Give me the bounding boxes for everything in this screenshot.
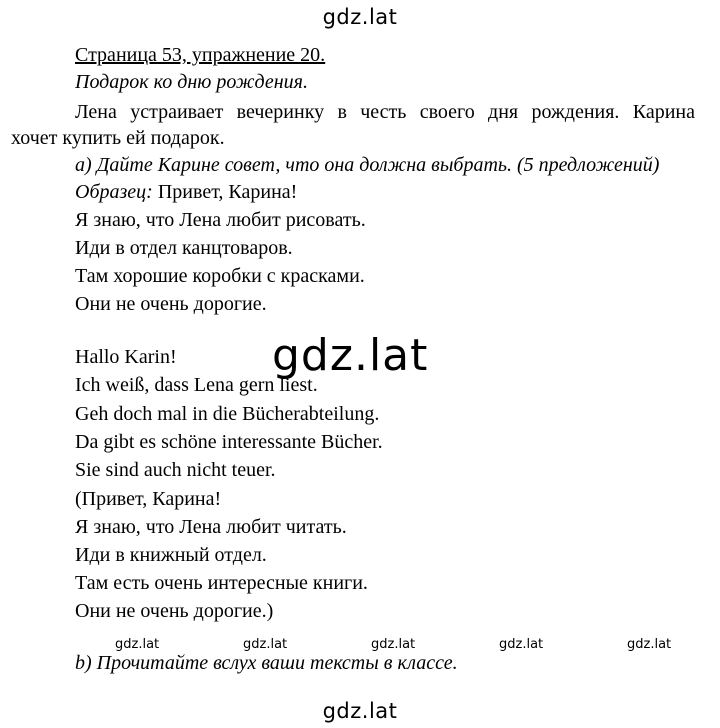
watermark-top: gdz.lat bbox=[322, 5, 398, 29]
answer-de-line: Geh doch mal in die Bücherabteilung. bbox=[75, 403, 380, 425]
answer-de-line: Hallo Karin! bbox=[75, 346, 177, 368]
intro-line-1: Лена устраивает вечеринку в честь своего дня рождения. Карина bbox=[75, 101, 695, 123]
answer-de-line: Sie sind auch nicht teuer. bbox=[75, 459, 276, 481]
sample-first-line bbox=[75, 179, 297, 205]
watermark-small: gdz.lat bbox=[243, 637, 288, 652]
answer-ru-line: (Привет, Карина! bbox=[75, 488, 222, 510]
answer-ru-line: Иди в книжный отдел. bbox=[75, 544, 267, 566]
sample-line: Я знаю, что Лена любит рисовать. bbox=[75, 209, 366, 231]
intro-line-2: хочет купить ей подарок. bbox=[11, 127, 225, 149]
watermark-small: gdz.lat bbox=[627, 637, 672, 652]
answer-ru-line: Там есть очень интересные книги. bbox=[75, 572, 368, 594]
watermark-center: gdz.lat bbox=[272, 330, 429, 381]
task-b: b) Прочитайте вслух ваши тексты в классе. bbox=[75, 652, 458, 674]
topic-title: Подарок ко дню рождения. bbox=[75, 71, 308, 93]
sample-line: Они не очень дорогие. bbox=[75, 293, 267, 315]
watermark-small: gdz.lat bbox=[371, 637, 416, 652]
answer-ru-line: Они не очень дорогие.) bbox=[75, 600, 274, 622]
answer-de-line: Ich weiß, dass Lena gern liest. bbox=[75, 374, 318, 396]
exercise-reference: Страница 53, упражнение 20. bbox=[75, 44, 326, 66]
sample-line: Иди в отдел канцтоваров. bbox=[75, 237, 293, 259]
sample-line: Там хорошие коробки с красками. bbox=[75, 265, 365, 287]
sample-label: Образец: bbox=[75, 181, 153, 203]
watermark-bottom: gdz.lat bbox=[322, 699, 398, 723]
task-a: а) Дайте Карине совет, что она должна выбрать. (5 предложений) bbox=[75, 154, 660, 176]
watermark-small: gdz.lat bbox=[499, 637, 544, 652]
answer-ru-line: Я знаю, что Лена любит читать. bbox=[75, 516, 347, 538]
sample-line: Привет, Карина! bbox=[157, 181, 298, 203]
watermark-small: gdz.lat bbox=[115, 637, 160, 652]
answer-de-line: Da gibt es schöne interessante Bücher. bbox=[75, 431, 383, 453]
